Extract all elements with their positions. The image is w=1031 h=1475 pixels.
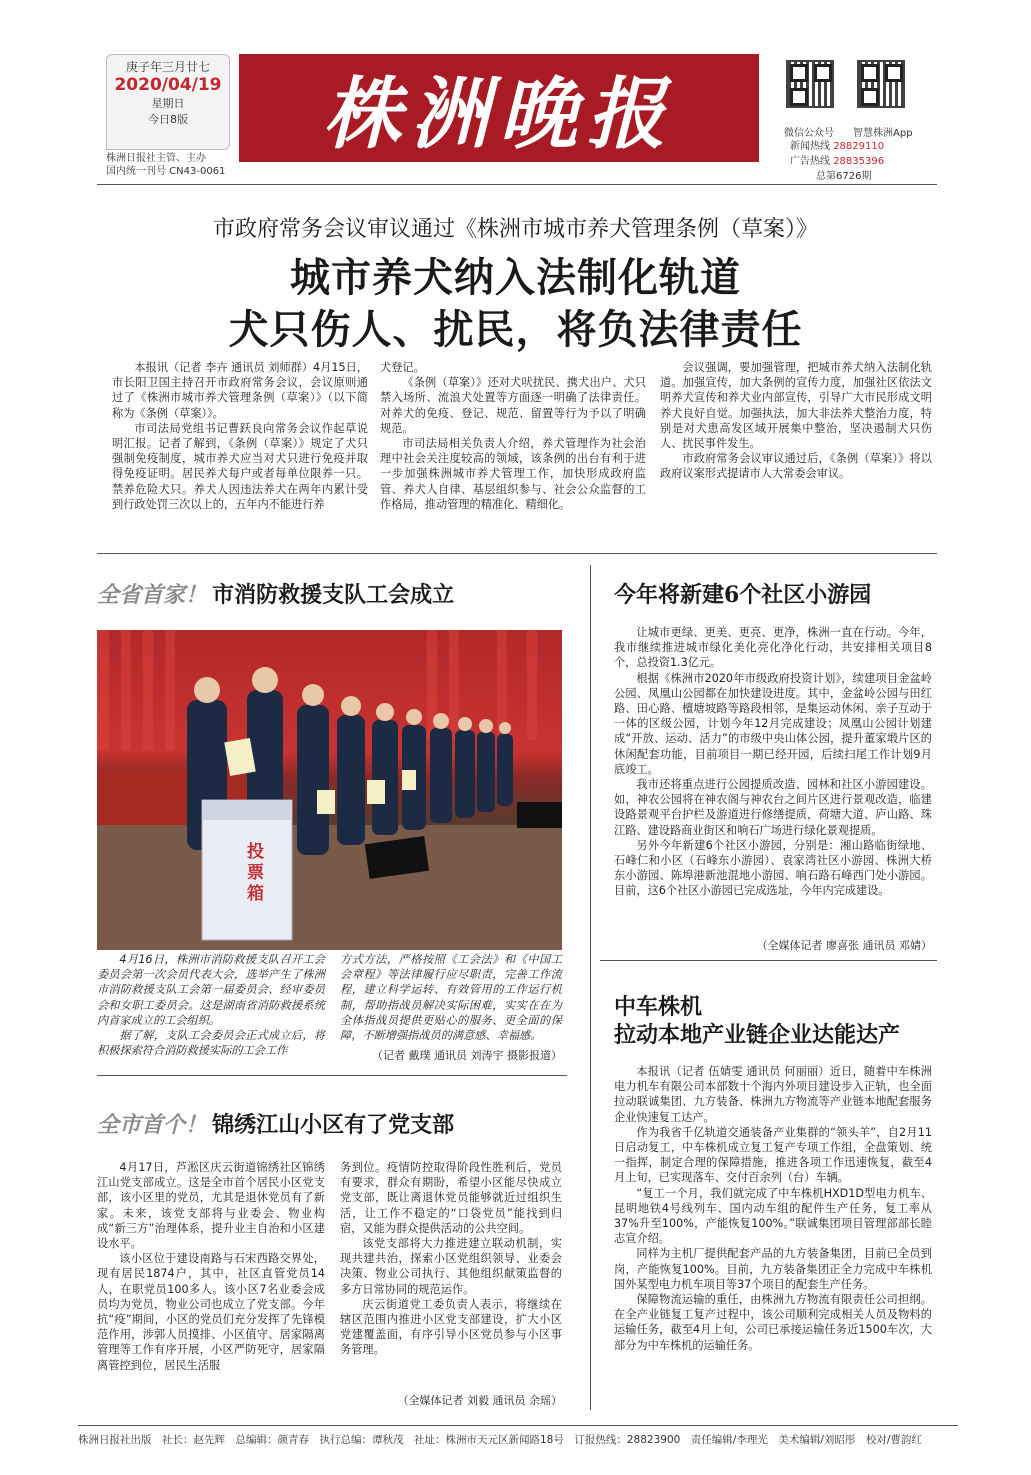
paragraph: 本报讯（记者 李卉 通讯员 刘师群）4月15日，市长阳卫国主持召开市政府常务会议，会议原则通过了《株洲市城市养犬管理条例（草案）》（以下简称为《条例（草案）》。 bbox=[112, 361, 368, 420]
ad-hotline: 28835396 bbox=[833, 156, 885, 167]
paragraph: 该党支部将大力推进建立联动机制，实现共建共治，探索小区党组织领导、业委会决策、物业公司执行、其他组织献策监督的多方日常协同的规范运作。 bbox=[340, 1237, 562, 1296]
ad-hotline-label: 广告热线 bbox=[790, 156, 830, 167]
paragraph: 《条例（草案）》还对犬吠扰民、携犬出户、犬只禁入场所、流浪犬处置等方面逐一明确了法律责任。对养犬的免疫、登记、规范、留置等行为予以了明确规范。 bbox=[380, 376, 646, 435]
paragraph: 据了解，支队工会委员会正式成立后，将积极探索符合消防救援实际的工会工作 bbox=[97, 1029, 325, 1058]
paragraph: 4月16日，株洲市消防救援支队召开工会委员会第一次会员代表大会，选举产生了株洲市消防救援支队工会第一届委员会、经审委员会和女职工委员会。这是湖南省消防救援系统内首家成立的工会组织。 bbox=[97, 953, 325, 1027]
paragraph: 另外今年新建6个社区小游园，分别是：湘山路临街绿地、石峰仁和小区（石峰东小游园）、袁家湾社区小游园、株洲大桥东小游园、陈埠港新池混地小游园、响石路石峰西门处小游园。目前，这6个社区小游园已完成选址，今年内完成建设。 bbox=[614, 838, 932, 898]
parks-body bbox=[614, 625, 932, 899]
footer-rule bbox=[78, 1425, 958, 1426]
parks-story-title: 今年将新建6个社区小游园 bbox=[614, 582, 872, 608]
paragraph: 同样为主机厂提供配套产品的九方装备集团，目前已全员到岗，产能恢复100%。目前，九方装备集团正全力完成中车株机国外某型电力机车项目等37个项目的配套生产任务。 bbox=[614, 1247, 932, 1291]
date-box bbox=[106, 54, 230, 150]
qr-finder bbox=[814, 64, 832, 82]
lead-column-2 bbox=[380, 360, 646, 512]
qr-finder bbox=[790, 64, 808, 82]
lead-column-3 bbox=[660, 360, 932, 482]
ballot-box-label: 投票箱 bbox=[247, 842, 264, 904]
newspaper-title: 株洲晚报 bbox=[239, 54, 759, 162]
paragraph: 市司法局党组书记曹跃良向常务会议作起草说明汇报。记者了解到，《条例（草案）》规定了犬只强制免疫制度，城市养犬应当对犬只进行免疫并取得免疫证明。居民养犬每户或者每单位限养一只。禁养危险犬只。养犬人因违法养犬在两年内累计受到行政处罚三次以上的，五年内不能进行养 bbox=[112, 421, 368, 511]
fire-story-title: 市消防救援支队工会成立 bbox=[212, 582, 455, 608]
paragraph: 保障物流运输的重任，由株洲九方物流有限责任公司担纲。在全产业链复工复产过程中，该公司顺利完成相关人员及物料的运输任务，截至4月上旬，公司已承接运输任务近1500车次，大部分为中车株机的运输任务。 bbox=[614, 1293, 932, 1352]
section-rule bbox=[600, 960, 937, 961]
paragraph: 该小区位于建设南路与石宋西路交界处，现有居民1874户，其中，社区直管党员14人，在职党员100多人。该小区7名业委会成员均为党员，物业公司也成立了党支部。今年抗“疫”期间，小区的党员们充分发挥了先锋模范作用，涉郭人员摸排、小区值守、居家隔离管理等工作有序开展，小区严防死守，居家隔离管控到位，居民生活服 bbox=[97, 1252, 325, 1372]
paragraph: 本报讯（记者 伍婧雯 通讯员 何丽丽）近日，随着中车株洲电力机车有限公司本部数十个海内外项目建设步入正轨，也全面拉动联诚集团、九方装备、株洲九方物流等产业链本地配套服务企业快速复工达产。 bbox=[614, 1065, 932, 1124]
party-story-credit: （全媒体记者 刘毅 通讯员 余瑶） bbox=[397, 1394, 562, 1407]
hotlines bbox=[790, 139, 884, 184]
paragraph: 犬登记。 bbox=[380, 361, 425, 374]
qr2-label: 智慧株洲App bbox=[853, 128, 913, 139]
section-rule bbox=[97, 1075, 567, 1076]
crrc-body bbox=[614, 1064, 932, 1353]
footer-info: 株洲日报社出版 社长：赵先辉 总编辑：颜青春 执行总编：谭秋茂 社址：株洲市天元区新闻路18号 订报热线：28823900 责任编辑/李理光 美术编辑/刘昭彤 校对/曹韵红 bbox=[78, 1434, 922, 1446]
photo-illustration bbox=[97, 630, 562, 950]
party-story-heading bbox=[97, 1108, 454, 1139]
issue-date: 2020/04/19 bbox=[114, 75, 222, 95]
lead-headline-1: 城市养犬纳入法制化轨道 bbox=[290, 255, 741, 301]
publisher-info bbox=[106, 152, 225, 178]
qr-finder bbox=[861, 64, 879, 82]
crrc-story-title-2: 拉动本地产业链企业达能达产 bbox=[614, 1022, 901, 1048]
paragraph: 让城市更绿、更美、更亮、更净，株洲一直在行动。今年，我市继续推进城市绿化美化亮化净化行动，共安排相关项目8个，总投资1.3亿元。 bbox=[614, 626, 932, 670]
paragraph: 根据《株洲市2020年市级政府投资计划》，续建项目金盆岭公园、凤凰山公园都在加快建设进度。其中，金盆岭公园与田红路、田心路、檀塘坡路等路段相邻，是集运动休闲、亲子互动于一体的区级公园，计划今年12月完成建设；凤凰山公园计划建成“开放、运动、活力”的市级中央山体公园，提升董家塅片区的休闲配套功能，目前项目一期已经开园，后续扫尾工作计划9月底竣工。 bbox=[614, 671, 932, 776]
wechat-qr-code bbox=[786, 60, 834, 120]
publisher-line2: 国内统一刊号 CN43-0061 bbox=[106, 166, 226, 177]
lead-kicker: 市政府常务会议审议通过《株洲市城市养犬管理条例（草案）》 bbox=[212, 217, 818, 242]
lead-headline-2: 犬只伤人、扰民，将负法律责任 bbox=[228, 307, 803, 353]
paragraph: 方式方法，严格按照《工会法》和《中国工会章程》等法律履行应尽职责，完善工作流程，建立科学运转、有效管用的工作运行机制，帮助指战员解决实际困难，实实在在为全体指战员提供更贴心的服务、更全面的保障，不断增强指战员的满意感、幸福感。 bbox=[340, 953, 562, 1043]
weekday: 星期日 bbox=[151, 97, 185, 110]
paragraph: “复工一个月，我们就完成了中车株机HXD1D型电力机车、昆明地铁4号线列车、国内动车组的配件生产任务，复工率从37%升至100%，产能恢复100%。”联诚集团项目管理部部长睦志宣介绍。 bbox=[614, 1186, 932, 1246]
parks-story-credit: （全媒体记者 廖喜张 通讯员 邓婧） bbox=[756, 939, 932, 952]
fire-column-1 bbox=[97, 952, 325, 1058]
paragraph: 作为我省千亿轨道交通装备产业集群的“领头羊”，自2月11日启动复工，中车株机成立复工复产专项工作组，全盘策划、统一指挥，制定合理的保障措施，推进各项工作迅速恢复，截至4月上旬，已实现落车、交付百余列（台）车辆。 bbox=[614, 1125, 932, 1185]
publisher-line1: 株洲日报社主管、主办 bbox=[106, 153, 206, 164]
news-hotline-label: 新闻热线 bbox=[790, 141, 830, 152]
paragraph: 务到位。疫情防控取得阶段性胜利后，党员有要求，群众有期盼，希望小区能尽快成立党支部，既让离退休党员能够就近过组织生活，让工作不稳定的“口袋党员”能找到归宿，又能为群众提供活动的公共空间。 bbox=[340, 1161, 562, 1235]
paragraph: 会议强调，要加强管理，把城市养犬纳入法制化轨道。加强宣传，加大条例的宣传力度，加强社区依法文明养犬宣传和养犬业内部宣传，引导广大市民形成文明养犬良好自觉。加强执法，加大非法养犬整治力度，特别是对犬患高发区域开展集中整治，坚决遏制犬只伤人、扰民事件发生。 bbox=[660, 361, 932, 451]
party-story-title: 锦绣江山小区有了党支部 bbox=[212, 1112, 455, 1138]
issue-number: 总第6726期 bbox=[816, 171, 872, 182]
column-divider bbox=[590, 565, 591, 1410]
qr-finder bbox=[861, 88, 879, 106]
qr-finder bbox=[885, 64, 903, 82]
paragraph: 4月17日，芦淞区庆云街道锦绣社区锦绣江山党支部成立。这是全市首个居民小区党支部，该小区里的党员，尤其是退休党员有了新家。未来，该党支部将与业委会、物业构成“新三方”治理体系，提升业主自治和小区建设水平。 bbox=[97, 1161, 325, 1251]
lead-column-1 bbox=[112, 360, 368, 512]
qr-finder bbox=[790, 88, 808, 106]
fire-story-tag: 全省首家！ bbox=[97, 583, 208, 608]
app-qr-code bbox=[857, 60, 905, 120]
news-hotline: 28829110 bbox=[833, 141, 885, 152]
qr1-label: 微信公众号 bbox=[784, 128, 834, 139]
paragraph: 市司法局相关负责人介绍，养犬管理作为社会治理中社会关注度较高的领域，该条例的出台有利于进一步加强株洲城市养犬管理工作，加快形成政府监管、养犬人自律、基层组织参与、社会公众监督的工作格局，推动管理的精准化、精细化。 bbox=[380, 437, 646, 511]
paragraph: 庆云街道党工委负责人表示，将继续在辖区范围内推进小区党支部建设，扩大小区党建覆盖面，有序引导小区党员参与小区事务管理。 bbox=[340, 1297, 562, 1357]
fire-column-2 bbox=[340, 952, 562, 1043]
page-count: 今日8版 bbox=[148, 113, 188, 126]
union-vote-photo bbox=[97, 630, 562, 950]
party-column-2 bbox=[340, 1160, 562, 1358]
crrc-story-title-1: 中车株机 bbox=[614, 994, 703, 1020]
party-column-1 bbox=[97, 1160, 325, 1373]
paragraph: 我市还将重点进行公园提质改造、园林和社区小游园建设。如，神农公园将在神农阁与神农台之间片区进行景观改造，临建设路景观平台护栏及游道进行修缮提质，荷塘大道、庐山路、珠江路、建设路商业街区和响石广场进行绿化景观提质。 bbox=[614, 778, 932, 837]
party-story-tag: 全市首个！ bbox=[97, 1113, 208, 1138]
fire-story-heading bbox=[97, 578, 454, 609]
fire-story-credit: （记者 戴璞 通讯员 刘涛宇 摄影报道） bbox=[372, 1049, 562, 1062]
paragraph: 市政府常务会议审议通过后，《条例（草案）》将以政府议案形式提请市人大常委会审议。 bbox=[660, 452, 932, 481]
masthead-rule bbox=[97, 184, 937, 185]
section-rule bbox=[97, 553, 937, 554]
lunar-date: 庚子年三月廿七 bbox=[125, 60, 210, 74]
